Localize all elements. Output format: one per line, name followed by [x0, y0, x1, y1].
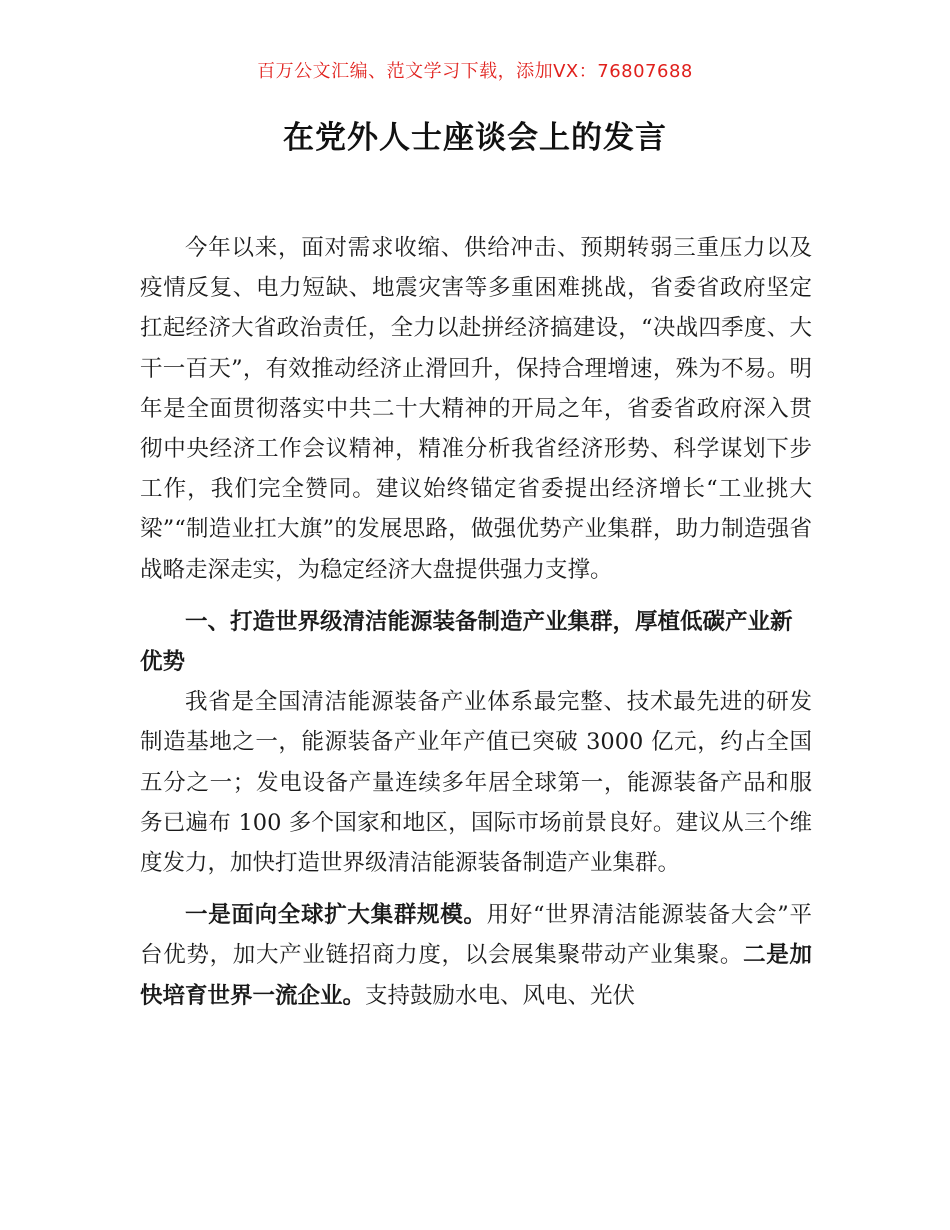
section-1-paragraph: 我省是全国清洁能源装备产业体系最完整、技术最先进的研发制造基地之一，能源装备产业年产值已突破 3000 亿元，约占全国五分之一；发电设备产量连续多年居全球第一，能源装备产品和服务已遍布 100 多个国家和地区，国际市场前景良好。建议从三个维度发力，加快打造世界级清洁能源装备制造产业集群。: [140, 689, 812, 877]
header-banner: 百万公文汇编、范文学习下载，添加VX：76807688: [257, 61, 693, 82]
intro-paragraph: 今年以来，面对需求收缩、供给冲击、预期转弱三重压力以及疫情反复、电力短缺、地震灾害等多重困难挑战，省委省政府坚定扛起经济大省政治责任，全力以赴拼经济搞建设，“决战四季度、大干一百天”，有效推动经济止滑回升，保持合理增速，殊为不易。明年是全面贯彻落实中共二十大精神的开局之年，省委省政府深入贯彻中央经济工作会议精神，精准分析我省经济形势、科学谋划下步工作，我们完全赞同。建议始终锚定省委提出经济增长“工业挑大梁”“制造业扛大旗”的发展思路，做强优势产业集群，助力制造强省战略走深走实，为稳定经济大盘提供强力支撑。: [140, 235, 812, 583]
points-paragraph: [140, 895, 812, 1016]
section-1-heading: 一、打造世界级清洁能源装备制造产业集群，厚植低碳产业新优势: [140, 608, 793, 676]
point-1-text: 用好“世界清洁能源装备大会”平台优势，加大产业链招商力度，以会展集聚带动产业集聚。: [140, 902, 812, 969]
document-body: [140, 228, 812, 1016]
point-1-lead: 一是面向全球扩大集群规模。: [185, 902, 487, 929]
point-2-text: 支持鼓励水电、风电、光伏: [365, 982, 636, 1009]
document-title: 在党外人士座谈会上的发言: [283, 120, 667, 156]
point-2-lead: 二是加快培育世界一流企业。: [140, 942, 812, 1009]
